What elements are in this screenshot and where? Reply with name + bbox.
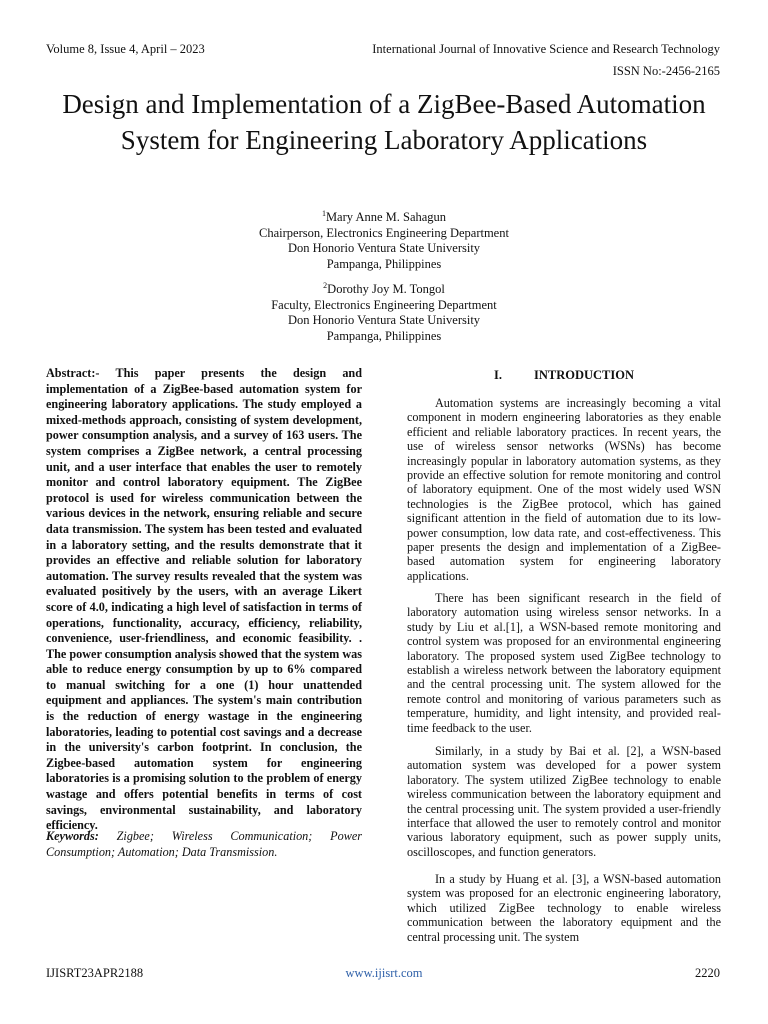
intro-paragraph-4: In a study by Huang et al. [3], a WSN-based automation system was proposed for an electronic engineering laboratory, which utilized ZigBee technology to enable wireless communication between the laboratory equipment and the central processing unit. The system [407, 872, 721, 944]
section-number: I. [493, 368, 502, 382]
keywords-text: Zigbee; Wireless Communication; Power Consumption; Automation; Data Transmission. [46, 829, 362, 859]
keywords [46, 829, 362, 860]
author-university: Don Honorio Ventura State University [287, 313, 481, 327]
intro-paragraph-1: Automation systems are increasingly becoming a vital component in modern engineering laboratories as they enable efficient and reliable laboratory practices. In recent years, the use of wireless sensor networks (WSNs) has become increasingly popular in laboratory automation systems, as they provide an effective solution for remote monitoring and control of laboratory equipment. One of the most widely used WSN technologies is the ZigBee protocol, which has gained significant attention in the field of automation due to its low-power consumption, low data rate, and cost-effectiveness. This paper presents the design and implementation of a ZigBee-based automation system for engineering laboratory applications. [407, 396, 721, 583]
section-heading [407, 368, 721, 383]
author-name [120, 282, 648, 298]
author-location: Pampanga, Philippines [326, 328, 442, 343]
author-university: Don Honorio Ventura State University [287, 241, 481, 255]
header-journal-name: International Journal of Innovative Science and Research Technology [372, 42, 720, 56]
author-location: Pampanga, Philippines [326, 256, 442, 271]
paper-title: Design and Implementation of a ZigBee-Based Automation System for Engineering Laboratory Applications [62, 89, 706, 155]
abstract: Abstract:- This paper presents the design and implementation of a ZigBee-based automation system for engineering laboratory applications. The study employed a mixed-methods approach, consisting of system development, power consumption analysis, and a survey of 163 users. The system comprises a ZigBee network, a central processing unit, and a user interface that enables the user to remotely monitor and control laboratory equipment. The ZigBee protocol is used for wireless communication between the various devices in the network, ensuring reliable and secure data transmission. The system has been tested and evaluated in a laboratory setting, and the results demonstrate that it provides an effective and reliable solution for laboratory automation. The survey results revealed that the system was evaluated positively by the users, with an average Likert score of 4.0, indicating a high level of satisfaction in terms of operations, functionality, accuracy, efficiency, reliability, convenience, user-friendliness, and economic feasibility. . The power consumption analysis showed that the system was able to reduce energy consumption by up to 6% compared to manual switching for a one (1) hour unattended equipment and appliances. The system's main contribution is the reduction of energy wastage in the engineering laboratories, leading to potential cost savings and a decrease in the university's carbon footprint. In conclusion, the Zigbee-based automation system for engineering laboratories is a promising solution to the problem of energy wastage and offers potential benefits in terms of cost savings, environmental sustainability, and laboratory efficiency. [46, 366, 363, 833]
author-name [120, 210, 648, 226]
footer-website-link[interactable]: www.ijisrt.com [345, 966, 423, 980]
author-block-2 [120, 282, 648, 344]
author-role: Faculty, Electronics Engineering Department [271, 297, 497, 312]
author-name-text: Dorothy Joy M. Tongol [327, 282, 445, 296]
author-role: Chairperson, Electronics Engineering Department [259, 225, 509, 240]
section-title: INTRODUCTION [533, 368, 634, 382]
author-block-1 [120, 210, 648, 272]
header-volume: Volume 8, Issue 4, April – 2023 [46, 42, 205, 56]
keywords-label: Keywords: [46, 829, 99, 843]
footer-page-number: 2220 [695, 966, 720, 980]
footer-paper-id: IJISRT23APR2188 [46, 966, 144, 980]
author-index: 2 [323, 281, 328, 290]
author-index: 1 [321, 209, 326, 218]
header-issn: ISSN No:-2456-2165 [612, 64, 720, 78]
intro-paragraph-2: There has been significant research in the field of laboratory automation using wireless sensor networks. In a study by Liu et al.[1], a WSN-based remote monitoring and control system was proposed for an environmental engineering laboratory. The proposed system used ZigBee technology to establish a wireless network between the laboratory equipment and the central processing unit. The system allowed for the remote control and monitoring of various parameters such as temperature, humidity, and light intensity, and provided real-time feedback to the user. [407, 591, 721, 735]
author-name-text: Mary Anne M. Sahagun [325, 210, 447, 224]
intro-paragraph-3: Similarly, in a study by Bai et al. [2], a WSN-based automation system was developed for a power system laboratory. The system utilized ZigBee technology to enable wireless communication between the laboratory equipment and the central processing unit. The system provided a user-friendly interface that allowed the user to remotely control and monitor various laboratory equipment, such as power supply units, oscilloscopes, and function generators. [407, 744, 721, 859]
